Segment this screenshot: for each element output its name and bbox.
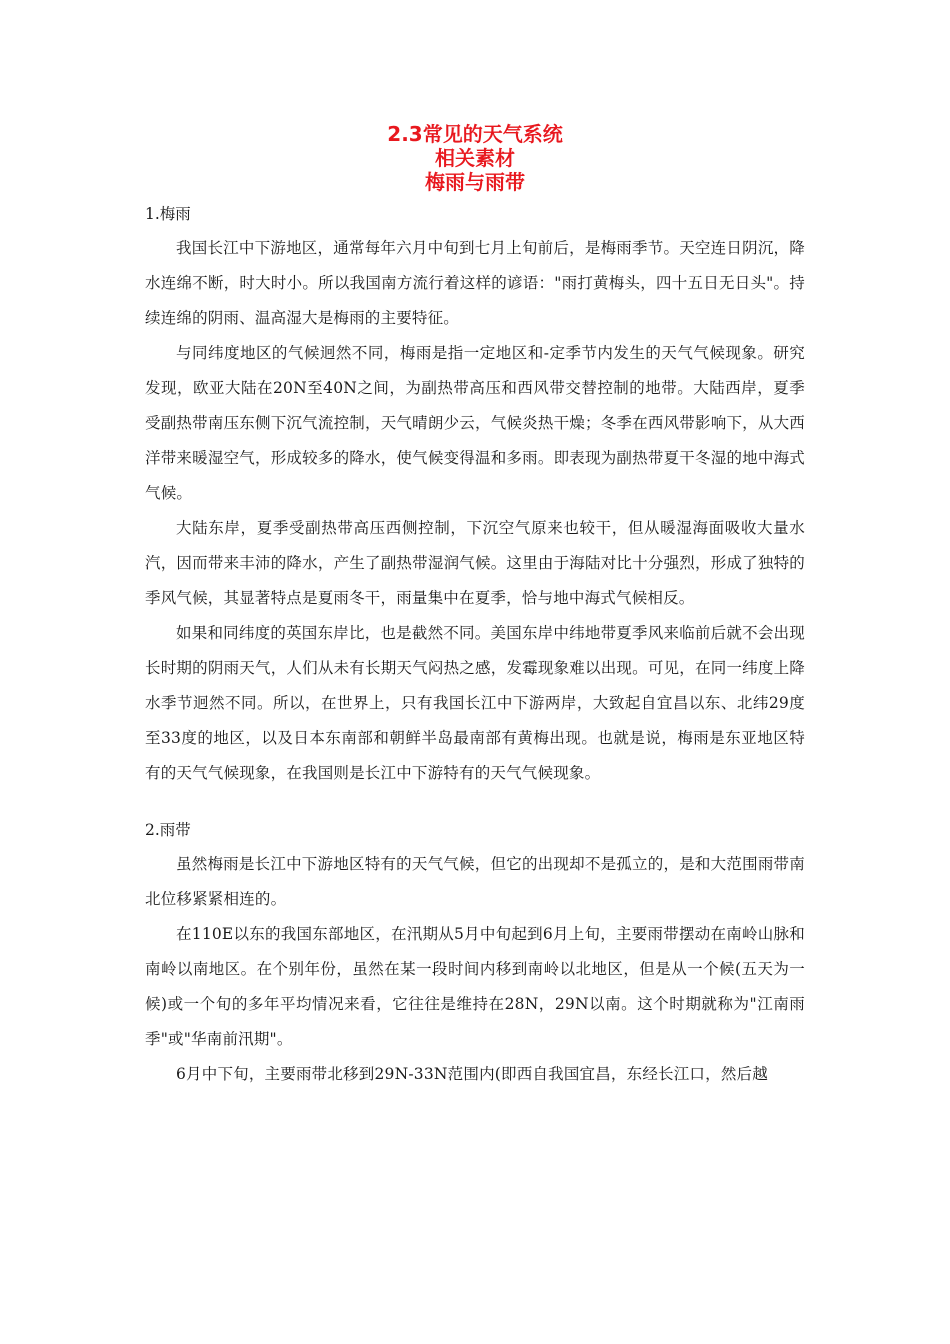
section-heading: 2.雨带 — [145, 821, 191, 839]
section-heading: 1.梅雨 — [145, 205, 191, 223]
title-line-topic: 梅雨与雨带 — [425, 170, 525, 194]
paragraph: 在110E以东的我国东部地区，在汛期从5月中旬起到6月上旬，主要雨带摆动在南岭山脉和南岭以南地区。在个别年份，虽然在某一段时间内移到南岭以北地区，但是从一个候(五天为一候)或一个旬的多年平均情况来看，它往往是维持在28N，29N以南。这个时期就称为"江南雨季"或"华南前汛期"。 — [145, 925, 805, 1048]
title-line-chapter: 2.3常见的天气系统 — [387, 122, 563, 146]
paragraph: 我国长江中下游地区，通常每年六月中旬到七月上旬前后，是梅雨季节。天空连日阴沉，降水连绵不断，时大时小。所以我国南方流行着这样的谚语："雨打黄梅头，四十五日无日头"。持续连绵的阴雨、温高湿大是梅雨的主要特征。 — [145, 239, 805, 327]
document-title — [0, 122, 950, 194]
section-spacer — [145, 791, 805, 819]
paragraph: 如果和同纬度的英国东岸比，也是截然不同。美国东岸中纬地带夏季风来临前后就不会出现长时期的阴雨天气，人们从未有长期天气闷热之感，发霉现象难以出现。可见，在同一纬度上降水季节迥然不同。所以，在世界上，只有我国长江中下游两岸，大致起自宜昌以东、北纬29度至33度的地区，以及日本东南部和朝鲜半岛最南部有黄梅出现。也就是说，梅雨是东亚地区特有的天气气候现象，在我国则是长江中下游特有的天气气候现象。 — [145, 624, 805, 782]
section-rain-belt — [145, 819, 805, 1092]
paragraph: 6月中下旬，主要雨带北移到29N-33N范围内(即西自我国宜昌，东经长江口，然后越 — [176, 1065, 768, 1083]
paragraph: 与同纬度地区的气候迥然不同，梅雨是指一定地区和-定季节内发生的天气气候现象。研究发现，欧亚大陆在20N至40N之间，为副热带高压和西风带交替控制的地带。大陆西岸，夏季受副热带南压东侧下沉气流控制，天气晴朗少云，气候炎热干燥；冬季在西风带影响下，从大西洋带来暖湿空气，形成较多的降水，使气候变得温和多雨。即表现为副热带夏干冬湿的地中海式气候。 — [145, 344, 805, 502]
paragraph: 大陆东岸，夏季受副热带高压西侧控制，下沉空气原来也较干，但从暖湿海面吸收大量水汽，因而带来丰沛的降水，产生了副热带湿润气候。这里由于海陆对比十分强烈，形成了独特的季风气候，其显著特点是夏雨冬干，雨量集中在夏季，恰与地中海式气候相反。 — [145, 519, 805, 607]
section-meiyu — [145, 203, 805, 791]
paragraph: 虽然梅雨是长江中下游地区特有的天气气候，但它的出现却不是孤立的，是和大范围雨带南北位移紧紧相连的。 — [145, 855, 805, 908]
document-body — [145, 203, 805, 1092]
title-line-material: 相关素材 — [435, 146, 515, 170]
